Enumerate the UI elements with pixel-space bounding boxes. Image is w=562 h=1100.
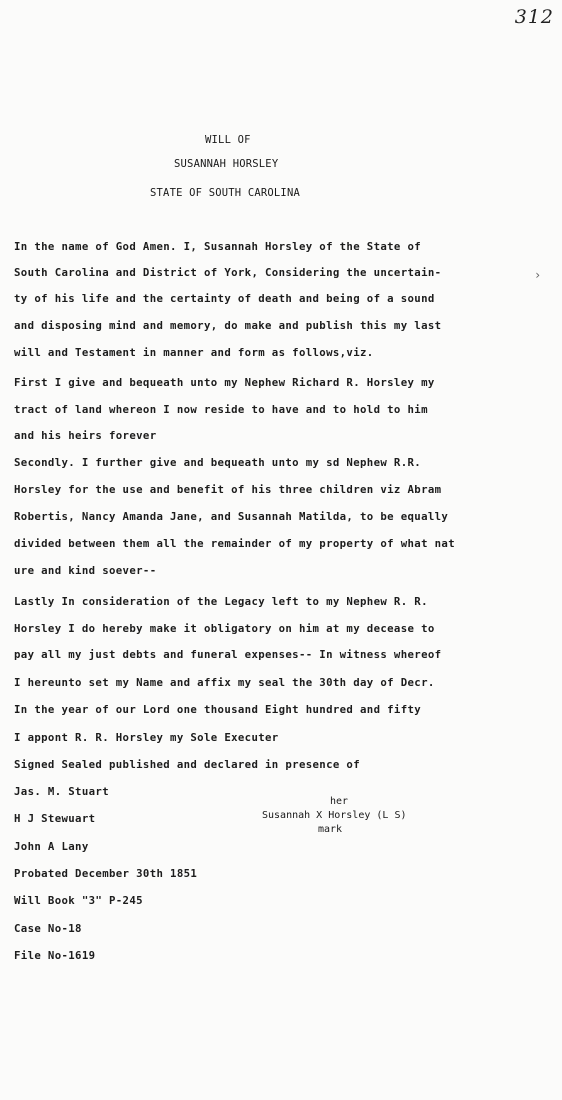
- body-line: ty of his life and the certainty of death and being of a sound: [14, 292, 435, 305]
- heading-testator-name: SUSANNAH HORSLEY: [174, 158, 279, 170]
- case-number-line: Case No-18: [14, 922, 82, 935]
- body-line: will and Testament in manner and form as follows,viz.: [14, 346, 374, 359]
- body-line: Horsley I do hereby make it obligatory on him at my decease to: [14, 622, 435, 635]
- body-line: Horsley for the use and benefit of his three children viz Abram: [14, 483, 442, 496]
- body-line: and disposing mind and memory, do make and publish this my last: [14, 319, 442, 332]
- body-line: Signed Sealed published and declared in presence of: [14, 758, 361, 771]
- will-book-line: Will Book "3" P-245: [14, 894, 143, 907]
- body-line: Secondly. I further give and bequeath unto my sd Nephew R.R.: [14, 456, 422, 469]
- margin-mark-icon: ›: [534, 268, 542, 282]
- body-line: I appont R. R. Horsley my Sole Executer: [14, 731, 279, 744]
- file-number-line: File No-1619: [14, 949, 96, 962]
- body-line: South Carolina and District of York, Considering the uncertain-: [14, 266, 442, 279]
- body-line: Lastly In consideration of the Legacy left to my Nephew R. R.: [14, 595, 428, 608]
- signature-her: her: [330, 796, 349, 807]
- page-number: 312: [514, 6, 554, 28]
- heading-state: STATE OF SOUTH CAROLINA: [150, 187, 300, 199]
- signature-name: Susannah X Horsley (L S): [262, 810, 407, 821]
- body-line: In the name of God Amen. I, Susannah Horsley of the State of: [14, 240, 422, 253]
- witness-line: Jas. M. Stuart: [14, 785, 109, 798]
- signature-mark: mark: [318, 824, 343, 835]
- body-line: divided between them all the remainder of my property of what nat: [14, 537, 455, 550]
- body-line: Robertis, Nancy Amanda Jane, and Susannah Matilda, to be equally: [14, 510, 449, 523]
- body-line: ure and kind soever--: [14, 564, 157, 577]
- signature-block: [262, 796, 462, 840]
- body-line: pay all my just debts and funeral expenses-- In witness whereof: [14, 648, 442, 661]
- body-line: and his heirs forever: [14, 429, 157, 442]
- witness-line: John A Lany: [14, 840, 89, 853]
- probate-line: Probated December 30th 1851: [14, 867, 198, 880]
- body-line: tract of land whereon I now reside to have and to hold to him: [14, 403, 428, 416]
- body-line: First I give and bequeath unto my Nephew Richard R. Horsley my: [14, 376, 435, 389]
- witness-line: H J Stewuart: [14, 812, 96, 825]
- heading-will-of: WILL OF: [205, 134, 251, 146]
- body-line: I hereunto set my Name and affix my seal the 30th day of Decr.: [14, 676, 435, 689]
- body-line: In the year of our Lord one thousand Eight hundred and fifty: [14, 703, 422, 716]
